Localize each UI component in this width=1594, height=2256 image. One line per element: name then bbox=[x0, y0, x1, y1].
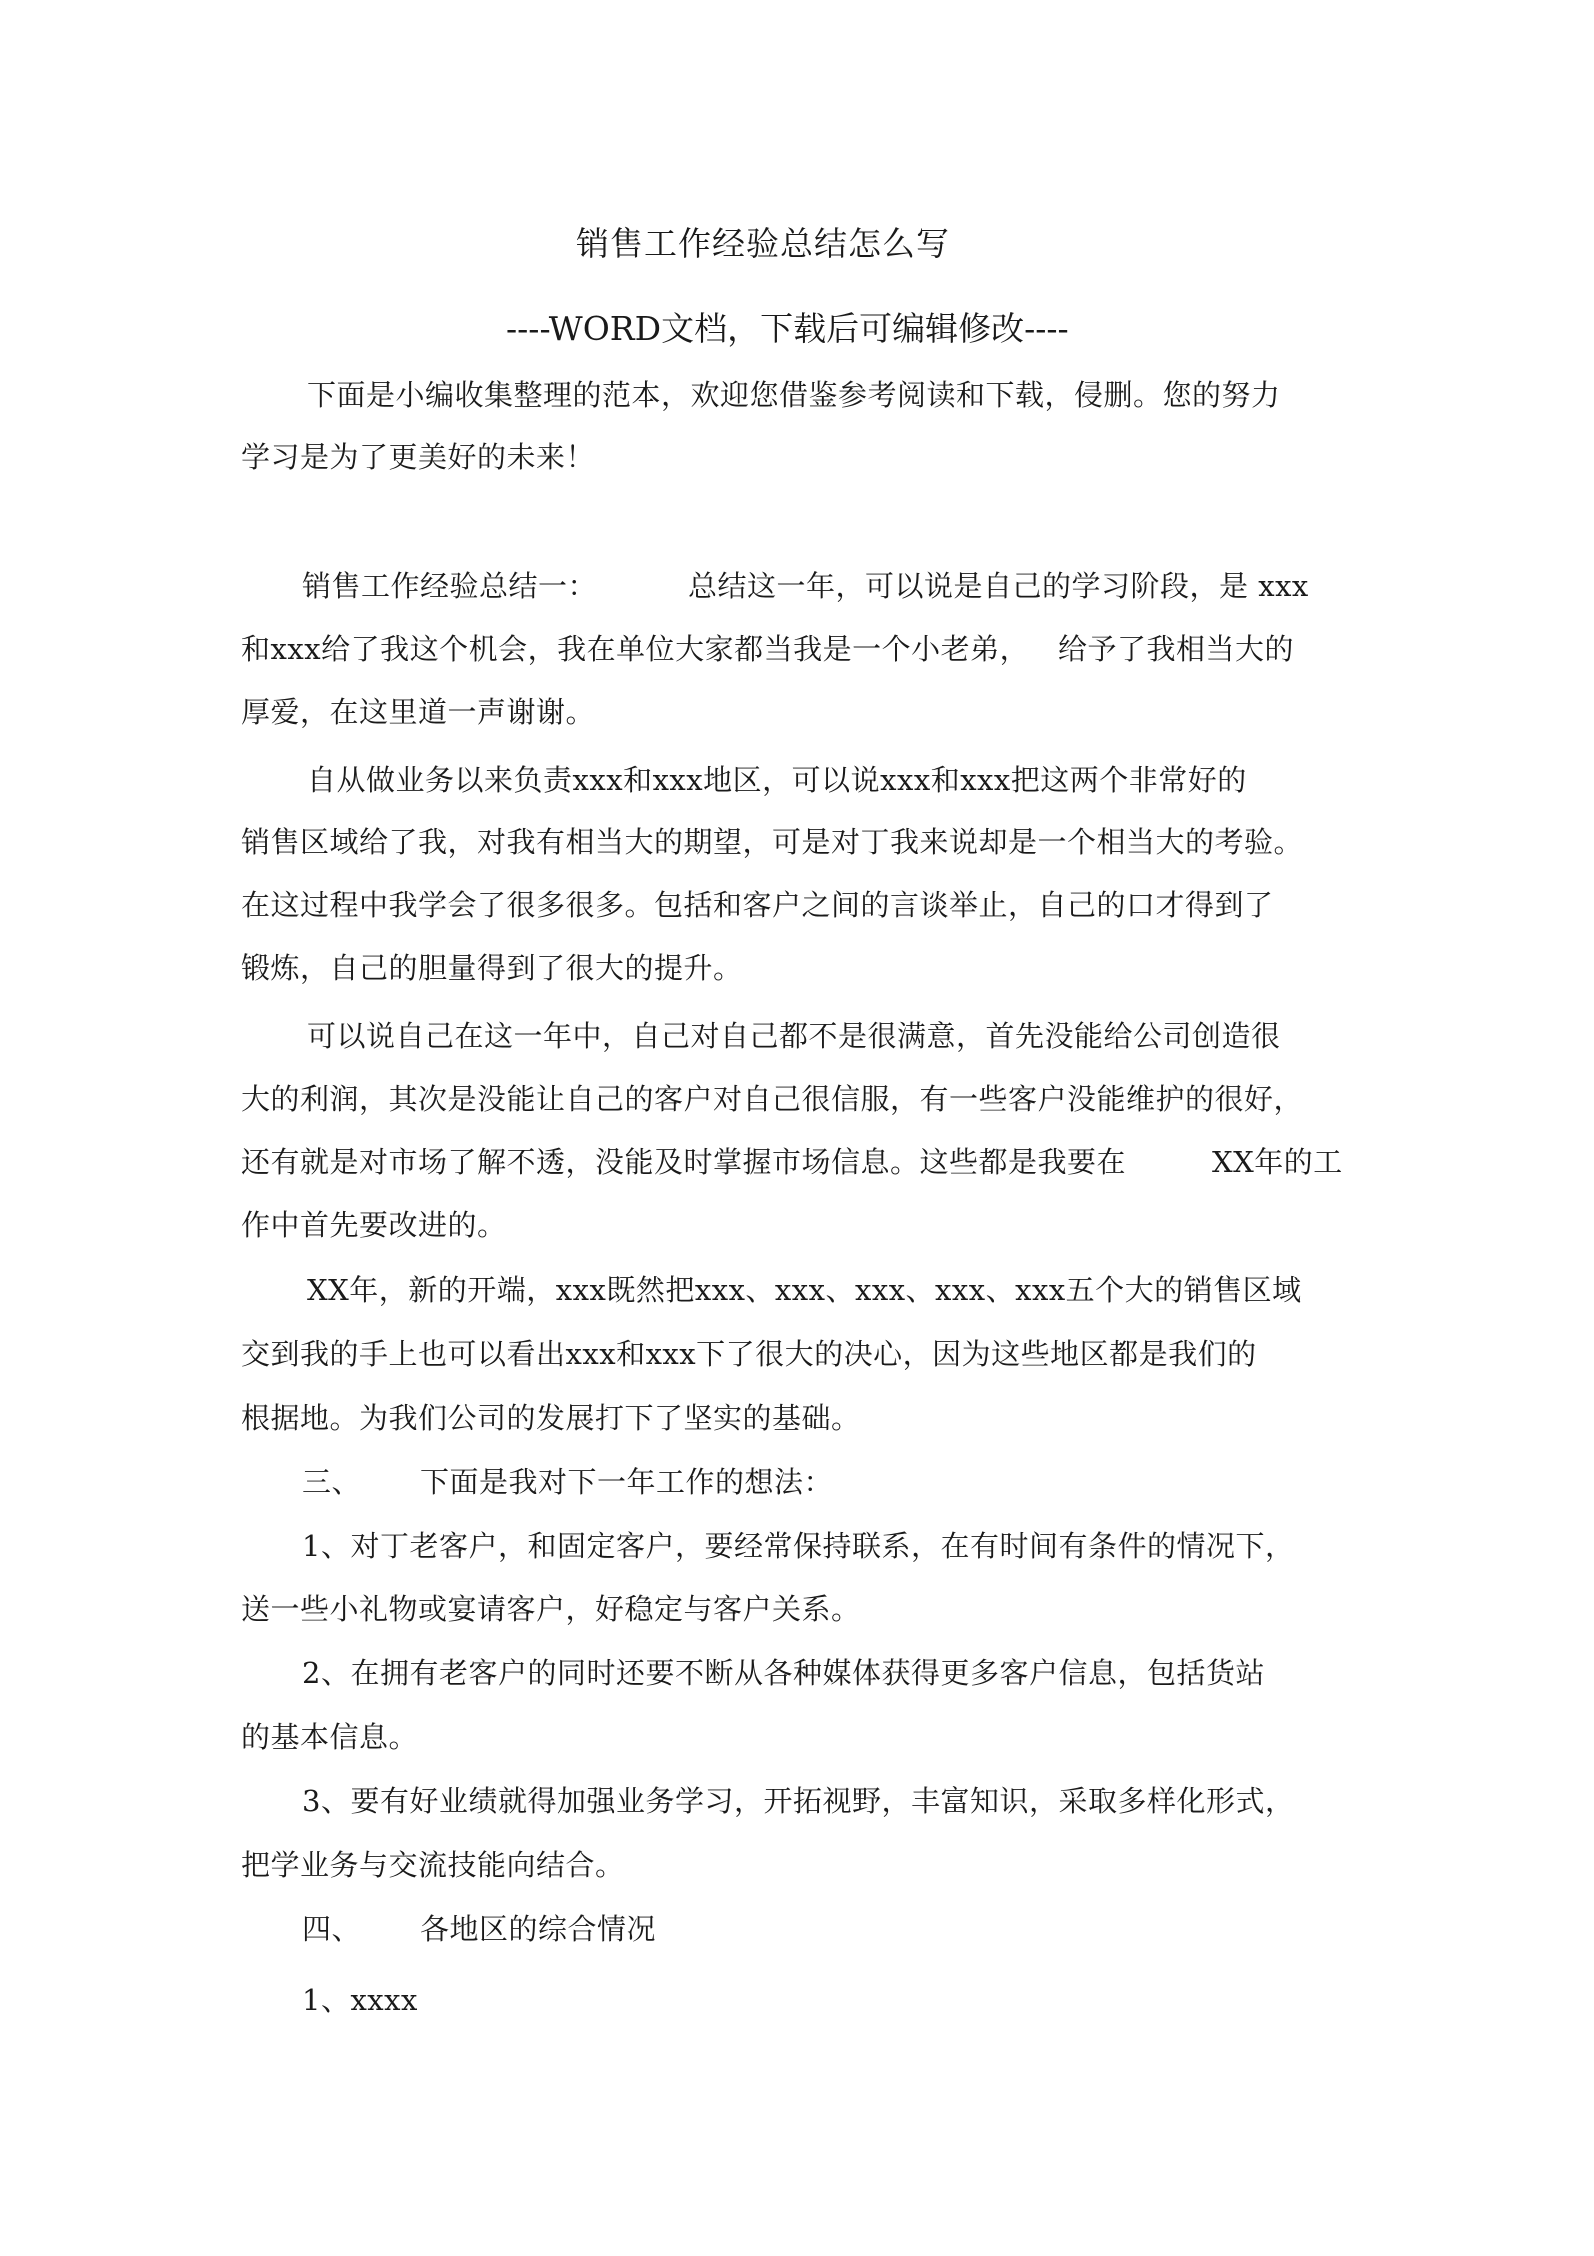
list-item-3-line-2: 把学业务与交流技能向结合。 bbox=[241, 1848, 625, 1882]
paragraph-line: 交到我的手上也可以看出xxx和xxx下了很大的决心，因为这些地区都是我们的 bbox=[241, 1337, 1257, 1371]
paragraph-line: 和xxx给了我这个机会，我在单位大家都当我是一个小老弟， bbox=[241, 632, 1030, 666]
section-four-heading: 各地区的综合情况 bbox=[420, 1912, 657, 1946]
paragraph-line: 厚爱，在这里道一声谢谢。 bbox=[241, 695, 596, 729]
document-subtitle: ----WORD文档，下载后可编辑修改---- bbox=[506, 309, 1069, 348]
paragraph-line: 给予了我相当大的 bbox=[1058, 632, 1295, 666]
paragraph-line: 大的利润，其次是没能让自己的客户对自己很信服，有一些客户没能维护的很好， bbox=[241, 1082, 1304, 1116]
document-title: 销售工作经验总结怎么写 bbox=[576, 224, 950, 263]
list-item-1-line-2: 送一些小礼物或宴请客户，好稳定与客户关系。 bbox=[241, 1592, 861, 1626]
paragraph-line: XX年的工 bbox=[1212, 1145, 1343, 1179]
paragraph-line: 销售区域给了我，对我有相当大的期望，可是对丁我来说却是一个相当大的考验。 bbox=[241, 825, 1304, 859]
list-item-2-line-1: 2、在拥有老客户的同时还要不断从各种媒体获得更多客户信息，包括货站 bbox=[302, 1656, 1265, 1690]
intro-line-1: 下面是小编收集整理的范本，欢迎您借鉴参考阅读和下载，侵删。您的努力 bbox=[307, 378, 1281, 412]
section-four-number: 四、 bbox=[302, 1912, 362, 1946]
paragraph-line: 作中首先要改进的。 bbox=[241, 1208, 507, 1242]
paragraph-line: 可以说自己在这一年中，自己对自己都不是很满意，首先没能给公司创造很 bbox=[307, 1019, 1281, 1053]
paragraph-line: 自从做业务以来负责xxx和xxx地区，可以说xxx和xxx把这两个非常好的 bbox=[307, 763, 1247, 797]
list-item-2-line-2: 的基本信息。 bbox=[241, 1720, 419, 1754]
paragraph-line: 在这过程中我学会了很多很多。包括和客户之间的言谈举止，自己的口才得到了 bbox=[241, 888, 1274, 922]
intro-line-2: 学习是为了更美好的未来！ bbox=[241, 440, 596, 474]
section-three-heading: 下面是我对下一年工作的想法： bbox=[420, 1465, 834, 1499]
list-item-1-line-1: 1、对丁老客户，和固定客户，要经常保持联系，在有时间有条件的情况下， bbox=[302, 1529, 1295, 1563]
section-one-label: 销售工作经验总结一： bbox=[302, 569, 598, 603]
paragraph-line: XX年，新的开端，xxx既然把xxx、xxx、xxx、xxx、xxx五个大的销售区域 bbox=[307, 1273, 1302, 1307]
paragraph-line: 根据地。为我们公司的发展打下了坚实的基础。 bbox=[241, 1401, 861, 1435]
section-three-number: 三、 bbox=[302, 1465, 362, 1499]
paragraph-line: 锻炼，自己的胆量得到了很大的提升。 bbox=[241, 951, 743, 985]
paragraph-line: 总结这一年，可以说是自己的学习阶段，是 xxx bbox=[688, 569, 1309, 603]
paragraph-line: 还有就是对市场了解不透，没能及时掌握市场信息。这些都是我要在 bbox=[241, 1145, 1127, 1179]
region-item-1: 1、xxxx bbox=[302, 1983, 418, 2017]
list-item-3-line-1: 3、要有好业绩就得加强业务学习，开拓视野，丰富知识，采取多样化形式， bbox=[302, 1784, 1295, 1818]
